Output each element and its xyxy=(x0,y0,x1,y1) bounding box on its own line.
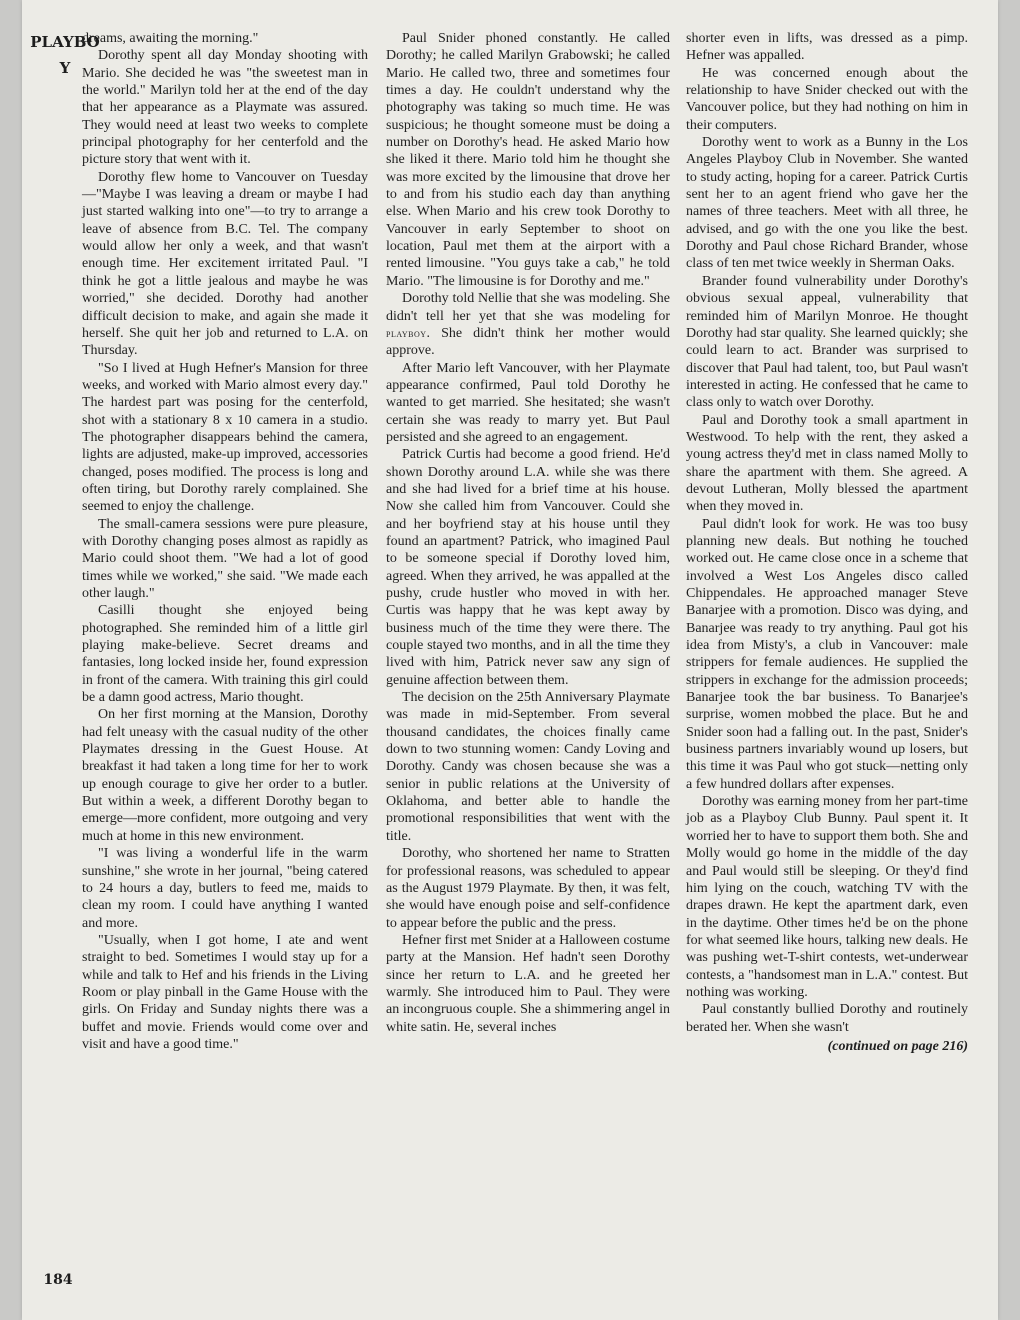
text-column-3 xyxy=(686,30,968,1055)
paragraph: shorter even in lifts, was dressed as a pimp. Hefner was appalled. xyxy=(686,31,968,64)
text-column-1 xyxy=(82,30,368,1053)
paragraph: Hefner first met Snider at a Halloween costume party at the Mansion. Hef hadn't seen Dorothy since her return to L.A. and he greeted her warmly. She introduced him to Paul. They were an incongruous couple. She a shimmering angel in white satin. He, several inches xyxy=(386,932,670,1035)
paragraph: Paul constantly bullied Dorothy and routinely berated her. When she wasn't xyxy=(686,1002,968,1035)
paragraph: Paul Snider phoned constantly. He called Dorothy; he called Marilyn Grabowski; he called Mario. He called two, three and sometimes four times a day. He couldn't understand why the photography was taking so much time. He was suspicious; he thought someone must be doing a number on Dorothy's head. He asked Mario how she liked it there. Mario told him he thought she was more excited by the limousine that drove her to and from his studio each day than anything else. When Mario and his crew took Dorothy to Vancouver in early September to shoot on location, Paul met them at the airport with a rented limousine. "You guys take a cab," he told Mario. "The limousine is for Dorothy and me." xyxy=(386,31,670,289)
paragraph: Dorothy was earning money from her part-time job as a Playboy Club Bunny. Paul spent it. It worried her to have to support them both. She and Molly would go home in the middle of the day and Paul would still be sleeping. Or they'd find him lying on the couch, watching TV with the drapes drawn. He kept the apartment dark, even in the daytime. Other times he'd be on the phone for what seemed like hours, talking new deals. He was pushing wet-T-shirt contests, wet-underwear contests, a "handsomest man in L.A." contest. But nothing was working. xyxy=(686,794,968,1000)
continued-note: (continued on page 216) xyxy=(827,1038,968,1054)
paragraph: He was concerned enough about the relationship to have Snider checked out with the Vancouver police, but they had nothing on him in their computers. xyxy=(686,65,968,133)
paragraph: Dorothy went to work as a Bunny in the Los Angeles Playboy Club in November. She wanted to study acting, hoping for a career. Patrick Curtis sent her to an agent friend who gave her the names of three teachers. Meet with all three, he advised, and go with the one you like the best. Dorothy and Paul chose Richard Brander, whose class of ten met twice weekly in Sherman Oaks. xyxy=(686,135,968,272)
paragraph: Dorothy told Nellie that she was modeling. She didn't tell her yet that she was modeling for playboy. She didn't think her mother would approve. xyxy=(386,291,670,359)
running-head: PLAYBOY xyxy=(30,33,100,77)
paragraph: Dorothy spent all day Monday shooting with Mario. She decided he was "the sweetest man in the world." Marilyn told her at the end of the day that her appearance as a Playmate was assured. They would need at least two weeks to complete principal photography for her centerfold and the picture story that went with it. xyxy=(82,48,368,168)
paragraph: Casilli thought she enjoyed being photographed. She reminded him of a little girl playing make-believe. Secret dreams and fantasies, long locked inside her, found expression in front of the camera. With training this girl could be a damn good actress, Mario thought. xyxy=(82,603,368,706)
paragraph: On her first morning at the Mansion, Dorothy had felt uneasy with the casual nudity of the other Playmates dressing in the Guest House. At breakfast it had taken a long time for her to work up enough courage to give her order to a butler. But within a week, a different Dorothy began to emerge—more confident, more outgoing and very much at home in this new environment. xyxy=(82,707,368,844)
paragraph: Dorothy flew home to Vancouver on Tuesday—"Maybe I was leaving a dream or maybe I had just started walking into one"—to try to arrange a leave of absence from B.C. Tel. The company would allow her only a week, and that wasn't enough time. Her excitement irritated Paul. "I think he got a little jealous and maybe he was worried," she decided. Dorothy had another difficult decision to make, and again she made it herself. She quit her job and returned to L.A. on Thursday. xyxy=(82,169,368,359)
paragraph: Paul and Dorothy took a small apartment in Westwood. To help with the rent, they asked a young actress they'd met in class named Molly to share the apartment with them. She agreed. A devout Lutheran, Molly blessed the apartment when they moved in. xyxy=(686,412,968,515)
paragraph: "So I lived at Hugh Hefner's Mansion for three weeks, and worked with Mario almost every day." The hardest part was posing for the centerfold, shot with a stationary 8 x 10 camera in a studio. The photographer disappears behind the camera, lights are adjusted, make-up improved, accessories changed, poses modified. The process is long and often tiring, but Dorothy rarely complained. She seemed to enjoy the challenge. xyxy=(82,360,368,515)
magazine-page xyxy=(22,0,998,1320)
paragraph: "Usually, when I got home, I ate and went straight to bed. Sometimes I would stay up for a while and talk to Hef and his friends in the Living Room or play pinball in the Game House with the girls. On Friday and Sunday nights there was a buffet and movie. Friends would come over and visit and have a good time." xyxy=(82,932,368,1052)
paragraph: After Mario left Vancouver, with her Playmate appearance confirmed, Paul told Dorothy he wanted to get married. She hesitated; she wasn't certain she was ready to marry yet. But Paul persisted and she agreed to an engagement. xyxy=(386,360,670,445)
paragraph: "I was living a wonderful life in the warm sunshine," she wrote in her journal, "being catered to 24 hours a day, butlers to feed me, maids to clean my room. I could have anything I wanted and more. xyxy=(82,846,368,931)
paragraph: dreams, awaiting the morning." xyxy=(82,31,259,46)
page-number: 184 xyxy=(43,1272,73,1288)
paragraph: The decision on the 25th Anniversary Playmate was made in mid-September. From several thousand candidates, the choices finally came down to two stunning women: Candy Loving and Dorothy. Candy was chosen because she was a senior in public relations at the University of Oklahoma, and better able to handle the promotional responsibilities that went with the title. xyxy=(386,690,670,844)
paragraph: Patrick Curtis had become a good friend. He'd shown Dorothy around L.A. while she was there and she had lived for a brief time at his house. Now she called him from Vancouver. Could she and her boyfriend stay at his house until they found an apartment? Patrick, who imagined Paul to be someone special if Dorothy loved him, agreed. When they arrived, he was appalled at the pushy, crude hustler who moved in with her. Curtis was happy that he was kept away by business much of the time they were there. The couple stayed two months, and in all the time they lived with him, Patrick never saw any sign of genuine affection between them. xyxy=(386,447,670,688)
text-column-2 xyxy=(386,30,670,1036)
paragraph: Brander found vulnerability under Dorothy's obvious sexual appeal, vulnerability that reminded him of Marilyn Monroe. He thought Dorothy had star quality. She learned quickly; she could learn to act. Brander was surprised to discover that Paul had talent, too, but Paul wasn't interested in acting. He confessed that he came to class only to watch over Dorothy. xyxy=(686,273,968,411)
paragraph: Dorothy, who shortened her name to Stratten for professional reasons, was scheduled to appear as the August 1979 Playmate. By then, it was felt, she would have enough poise and self-confidence to appear before the public and the press. xyxy=(386,846,670,931)
paragraph: Paul didn't look for work. He was too busy planning new deals. But nothing he touched worked out. He came close once in a scheme that involved a West Los Angeles disco called Chippendales. He approached manager Steve Banarjee with a promotion. Disco was dying, and Banarjee was ready to try anything. Paul got his idea from Misty's, a club in Vancouver: male strippers for female audiences. He supplied the strippers in exchange for the admission proceeds; Banarjee took the bar business. To Banarjee's surprise, women mobbed the place. But he and Snider soon had a falling out. In the past, Snider's business partners invariably wound up losers, but this time it was Paul who got stuck—netting only a few hundred dollars after expenses. xyxy=(686,516,968,792)
paragraph: The small-camera sessions were pure pleasure, with Dorothy changing poses almost as rapidly as Mario could shoot them. "We had a lot of good times while we worked," she said. "We made each other laugh." xyxy=(82,516,368,601)
